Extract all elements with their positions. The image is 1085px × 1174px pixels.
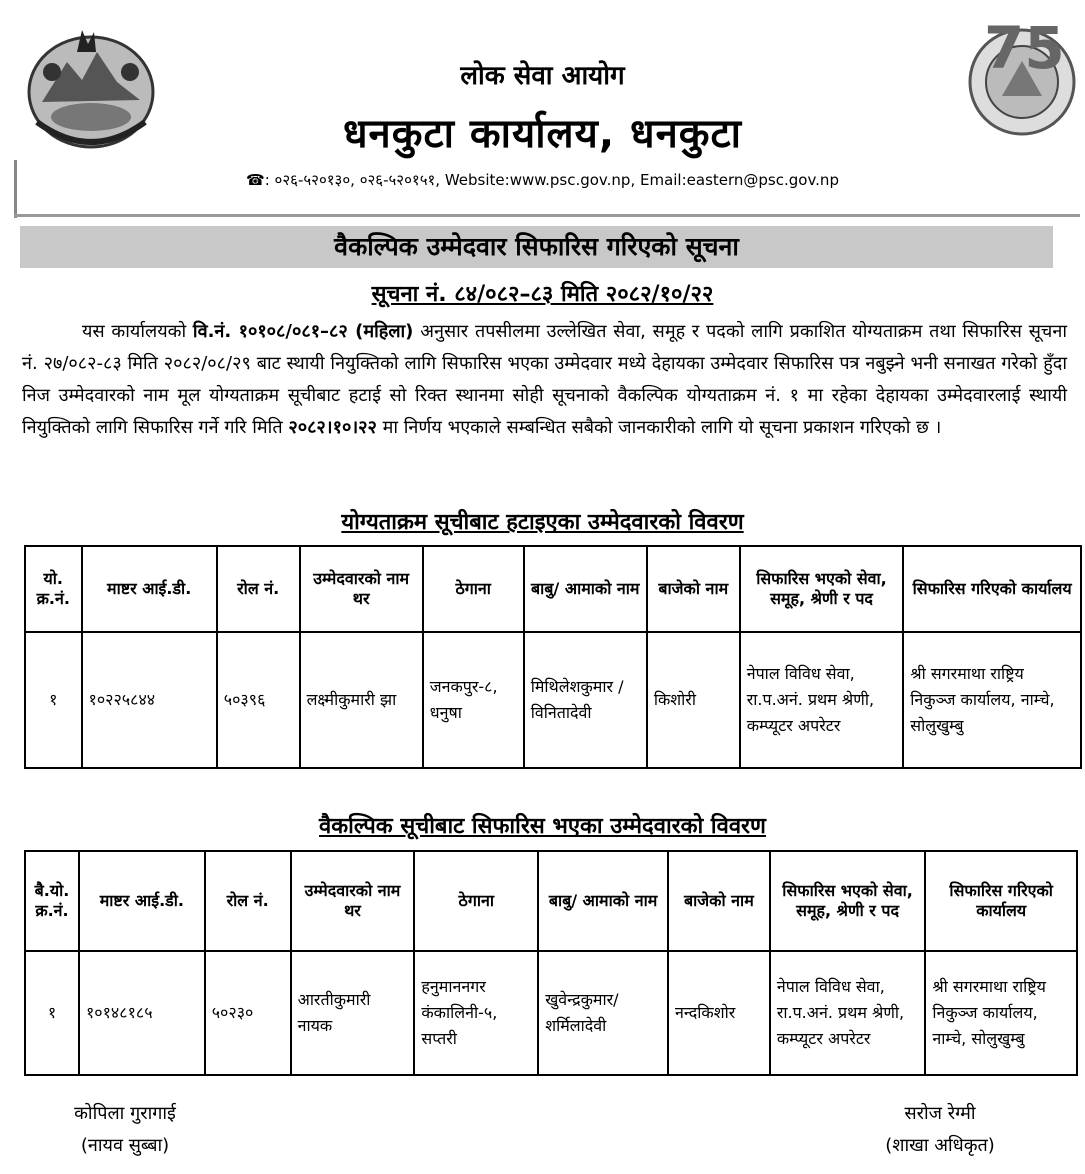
notice-number: सूचना नं. ८४/०८२–८३ मिति २०८२/१०/२२ (371, 282, 714, 307)
office-name: धनकुटा कार्यालय, धनकुटा (342, 111, 743, 157)
signature-right (860, 1098, 1020, 1162)
signatory-name: कोपिला गुरागाई (74, 1103, 176, 1124)
signatory-title: (शाखा अधिकृत) (885, 1135, 995, 1156)
removed-candidates-table (24, 545, 1082, 769)
table-header-row: यो. क्र.नं. माष्टर आई.डी. रोल नं. उम्मेदवारको नाम थर ठेगाना बाबु/ आमाको नाम बाजेको नाम सिफारिस भएको सेवा, समूह, श्रेणी र पद सिफारिस गरिएको कार्यालय (25, 546, 1081, 632)
table-header-row: बै.यो. क्र.नं. माष्टर आई.डी. रोल नं. उम्मेदवारको नाम थर ठेगाना बाबु/ आमाको नाम बाजेको नाम सिफारिस भएको सेवा, समूह, श्रेणी र पद सिफारिस गरिएको कार्यालय (25, 851, 1077, 951)
telephone-icon: ☎ (246, 171, 265, 189)
contact-line: ☎: ०२६-५२०१३०, ०२६-५२०१५१, Website:www.psc.gov.np, Email:eastern@psc.gov.np (246, 171, 839, 189)
notice-title: वैकल्पिक उम्मेदवार सिफारिस गरिएको सूचना (334, 232, 739, 261)
anniversary-number: 75 (984, 14, 1065, 82)
recommended-section-title: वैकल्पिक सूचीबाट सिफारिस भएका उम्मेदवारको विवरण (319, 814, 766, 839)
signatory-name: सरोज रेग्मी (904, 1103, 976, 1124)
signature-left (40, 1098, 210, 1162)
recommended-candidates-table (24, 850, 1078, 1076)
signatory-title: (नायव सुब्बा) (80, 1135, 170, 1156)
org-name-line1: लोक सेवा आयोग (460, 61, 625, 91)
header-divider (14, 214, 1080, 217)
table-row: १ १०२२५८४४ ५०३९६ लक्ष्मीकुमारी झा जनकपुर-८, धनुषा मिथिलेशकुमार / विनितादेवी किशोरी नेपाल विविध सेवा, रा.प.अनं. प्रथम श्रेणी, कम्प्यूटर अपरेटर श्री सगरमाथा राष्ट्रिय निकुञ्ज कार्यालय, नाम्चे, सोलुखुम्बु (25, 632, 1081, 768)
table-row: १ १०१४८१८५ ५०२३० आरतीकुमारी नायक हनुमाननगर कंकालिनी-५, सप्तरी खुवेन्द्रकुमार/ शर्मिलादेवी नन्दकिशोर नेपाल विविध सेवा, रा.प.अनं. प्रथम श्रेणी, कम्प्यूटर अपरेटर श्री सगरमाथा राष्ट्रिय निकुञ्ज कार्यालय, नाम्चे, सोलुखुम्बु (25, 951, 1077, 1075)
removed-section-title: योग्यताक्रम सूचीबाट हटाइएका उम्मेदवारको विवरण (341, 510, 744, 535)
notice-body: यस कार्यालयको वि.नं. १०१०८/०८१–८२ (महिला) अनुसार तपसीलमा उल्लेखित सेवा, समूह र पदको लागि प्रकाशित योग्यताक्रम तथा सिफारिस सूचना नं. २७/०८२-८३ मिति २०८२/०८/२९ बाट स्थायी नियुक्तिको लागि सिफारिस भएका उम्मेदवार मध्ये देहायका उम्मेदवार सिफारिस पत्र नबुझ्ने भनी सनाखत गरेको हुँदा निज उम्मेदवारको नाम मूल योग्यताक्रम सूचीबाट हटाई सो रिक्त स्थानमा सोही सूचनाको वैकल्पिक योग्यताक्रम नं. १ मा रहेका देहायका उम्मेदवारलाई स्थायी नियुक्तिको लागि सिफारिस गर्ने गरि मिति २०८२।१०।२२ मा निर्णय भएकाले सम्बन्धित सबैको जानकारीको लागि यो सूचना प्रकाशन गरिएको छ । (22, 321, 1067, 438)
header-left-border (14, 160, 17, 218)
